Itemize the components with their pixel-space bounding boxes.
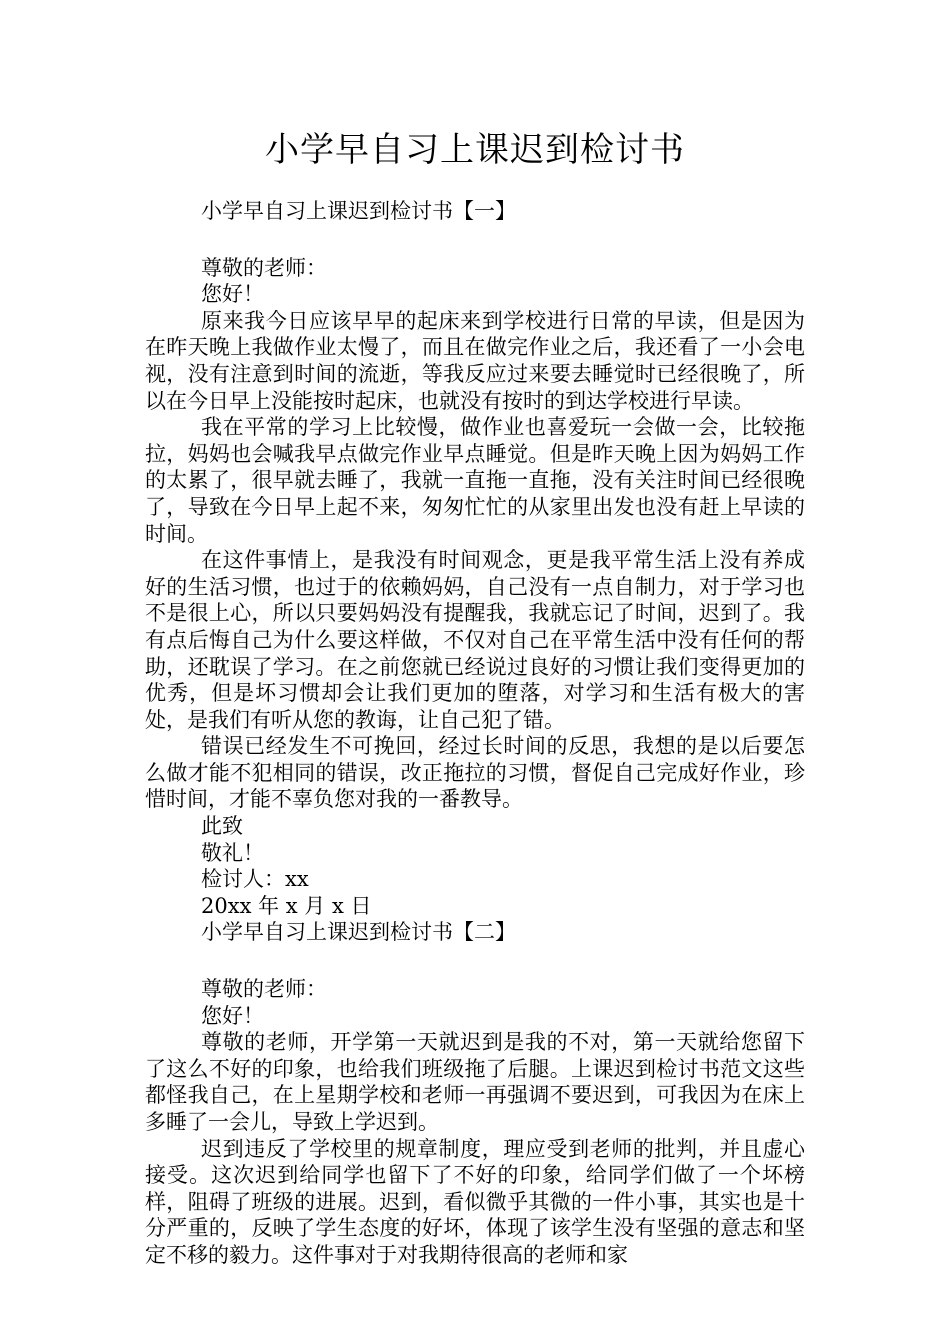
body-paragraph: 我在平常的学习上比较慢，做作业也喜爱玩一会做一会，比较拖拉，妈妈也会喊我早点做完作业早点睡觉。但是昨天晚上因为妈妈工作的太累了，很早就去睡了，我就一直拖一直拖，没有关注时间已经很晚了，导致在今日早上起不来，匆匆忙忙的从家里出发也没有赶上早读的时间。: [145, 415, 805, 546]
closing-line: 此致: [201, 814, 243, 839]
document-title: 小学早自习上课迟到检讨书: [265, 130, 685, 170]
body-paragraph: 尊敬的老师，开学第一天就迟到是我的不对，第一天就给您留下了这么不好的印象，也给我们班级拖了后腿。上课迟到检讨书范文这些都怪我自己，在上星期学校和老师一再强调不要迟到，可我因为在床上多睡了一会儿，导致上学迟到。: [145, 1030, 805, 1134]
spacer: [145, 225, 805, 255]
letter-section-2: [145, 919, 805, 1268]
body-paragraph: 迟到违反了学校里的规章制度，理应受到老师的批判，并且虚心接受。这次迟到给同学也留下了不好的印象，给同学们做了一个坏榜样，阻碍了班级的进展。迟到，看似微乎其微的一件小事，其实也是十分严重的，反映了学生态度的好坏，体现了该学生没有坚强的意志和坚定不移的毅力。这件事对于对我期待很高的老师和家: [145, 1136, 805, 1267]
section-heading: 小学早自习上课迟到检讨书【一】: [201, 199, 516, 223]
body-paragraph: 原来我今日应该早早的起床来到学校进行日常的早读，但是因为在昨天晚上我做作业太慢了，而且在做完作业之后，我还看了一小会电视，没有注意到时间的流逝，等我反应过来要去睡觉时已经很晚了，所以在今日早上没能按时起床，也就没有按时的到达学校进行早读。: [145, 308, 805, 413]
greeting: 您好！: [201, 282, 264, 307]
body-paragraph: 错误已经发生不可挽回，经过长时间的反思，我想的是以后要怎么做才能不犯相同的错误，改正拖拉的习惯，督促自己完成好作业，珍惜时间，才能不辜负您对我的一番教导。: [145, 734, 805, 812]
salutation: 尊敬的老师：: [201, 977, 327, 1002]
closing-line: 敬礼！: [201, 840, 264, 865]
body-paragraph: 在这件事情上，是我没有时间观念，更是我平常生活上没有养成好的生活习惯，也过于的依赖妈妈，自己没有一点自制力，对于学习也不是很上心，所以只要妈妈没有提醒我，我就忘记了时间，迟到了。我有点后悔自己为什么要这样做，不仅对自己在平常生活中没有任何的帮助，还耽误了学习。在之前您就已经说过良好的习惯让我们变得更加的优秀，但是坏习惯却会让我们更加的堕落，对学习和生活有极大的害处，是我们有听从您的教诲，让自己犯了错。: [145, 548, 805, 732]
letter-section-1: [145, 198, 805, 919]
greeting: 您好！: [201, 1003, 264, 1028]
section-heading: 小学早自习上课迟到检讨书【二】: [201, 920, 516, 945]
document-page: [145, 128, 805, 1269]
signer: 检讨人：xx: [201, 867, 309, 892]
salutation: 尊敬的老师：: [201, 255, 327, 280]
date: 20xx 年 x 月 x 日: [201, 893, 372, 918]
spacer: [145, 946, 805, 976]
